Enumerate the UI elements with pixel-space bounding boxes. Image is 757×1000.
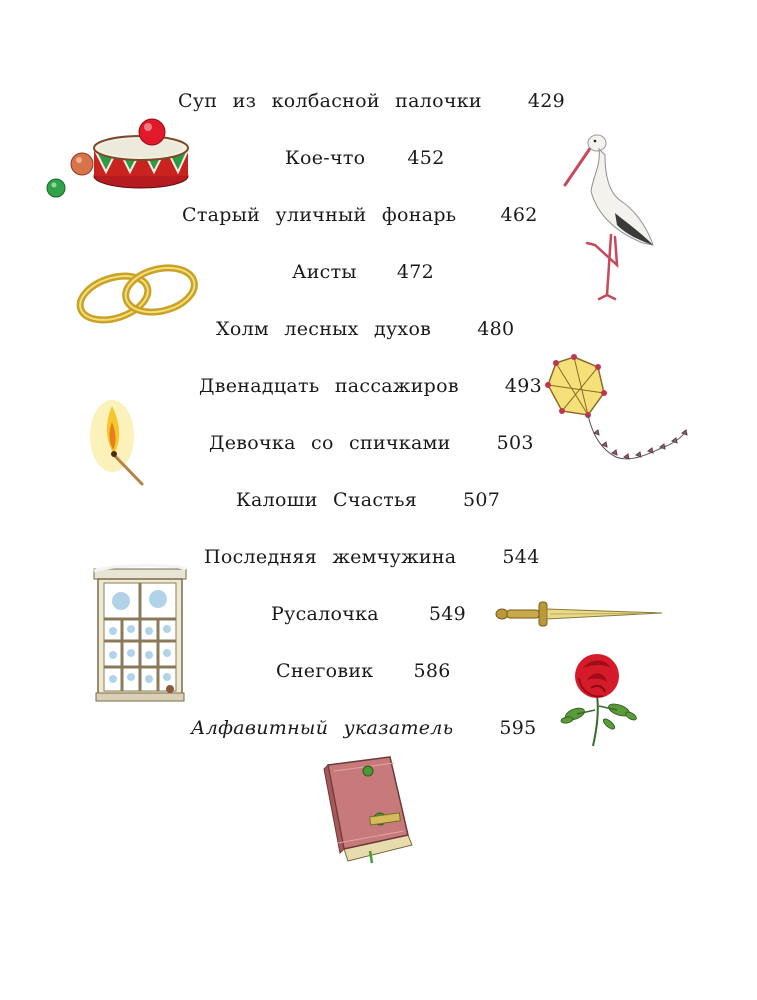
toc-entry[interactable] bbox=[271, 603, 466, 625]
toc-entry[interactable] bbox=[199, 375, 542, 397]
toc-entry[interactable] bbox=[204, 546, 540, 568]
stork-icon bbox=[557, 125, 662, 300]
toc-entry-page: 480 bbox=[477, 318, 515, 340]
toc-entry-title: Кое-что bbox=[285, 147, 366, 169]
dagger-icon bbox=[494, 600, 666, 626]
toc-entry[interactable] bbox=[209, 432, 534, 454]
toc-entry-title: Холм лесных духов bbox=[216, 318, 432, 340]
toc-entry[interactable] bbox=[178, 90, 565, 112]
toc-entry[interactable] bbox=[285, 147, 445, 169]
burning-match-icon bbox=[86, 396, 150, 490]
kite-icon bbox=[540, 353, 690, 471]
toc-entry-page: 549 bbox=[428, 603, 467, 625]
toc-entry-title: Суп из колбасной палочки bbox=[178, 90, 482, 112]
toc-entry-page: 586 bbox=[413, 660, 451, 682]
wedding-rings-icon bbox=[74, 258, 202, 330]
toc-entry-title: Последняя жемчужина bbox=[204, 546, 457, 568]
toc-entry-title: Русалочка bbox=[271, 603, 379, 625]
toc-entry-page: 503 bbox=[496, 432, 534, 454]
toc-entry-title: Старый уличный фонарь bbox=[182, 204, 457, 226]
rose-icon bbox=[553, 648, 643, 748]
toc-entry-title: Девочка со спичками bbox=[209, 432, 451, 454]
toc-entry[interactable] bbox=[182, 204, 538, 226]
toc-entry-title: Аисты bbox=[292, 261, 357, 283]
toc-entry-page: 544 bbox=[502, 546, 540, 568]
toc-entry[interactable] bbox=[216, 318, 514, 340]
toc-entry-page: 472 bbox=[396, 261, 434, 283]
toc-entry-page: 595 bbox=[499, 717, 537, 739]
toc-entry-page: 507 bbox=[463, 489, 501, 511]
toc-entry[interactable] bbox=[276, 660, 451, 682]
drum-icon bbox=[44, 118, 194, 204]
toc-entry-page: 429 bbox=[527, 90, 566, 112]
frosted-window-icon bbox=[92, 565, 188, 707]
toc-entry-page: 462 bbox=[500, 204, 538, 226]
toc-entry[interactable] bbox=[292, 261, 434, 283]
toc-entry-index[interactable] bbox=[191, 717, 537, 739]
toc-entry-title: Двенадцать пассажиров bbox=[199, 375, 459, 397]
toc-entry-title: Снеговик bbox=[276, 660, 374, 682]
toc-entry-title: Алфавитный указатель bbox=[191, 717, 454, 739]
toc-entry-page: 452 bbox=[407, 147, 445, 169]
toc-entry-title: Калоши Счастья bbox=[236, 489, 418, 511]
book-icon bbox=[324, 757, 416, 865]
toc-entry[interactable] bbox=[236, 489, 500, 511]
toc-entry-page: 493 bbox=[504, 375, 543, 397]
